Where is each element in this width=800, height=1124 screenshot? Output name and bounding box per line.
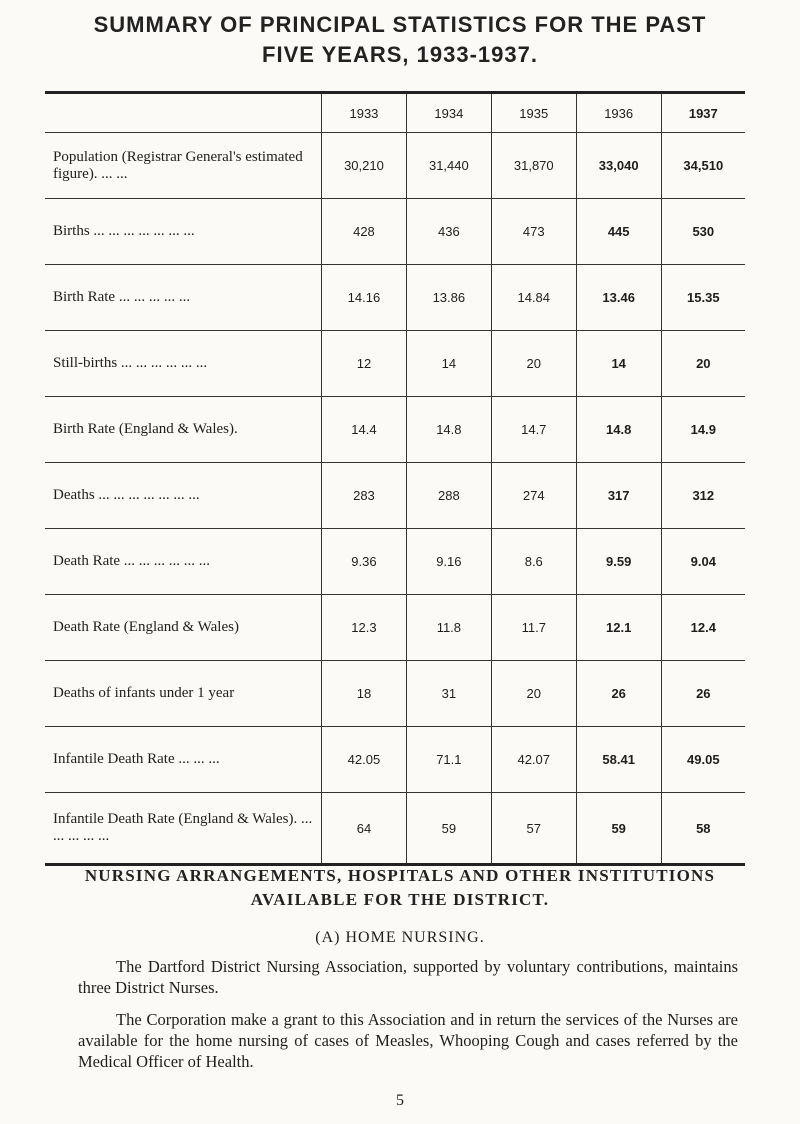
value-cell: 31 [406, 661, 491, 727]
value-cell: 49.05 [661, 727, 745, 793]
value-cell: 18 [322, 661, 407, 727]
value-cell: 283 [322, 463, 407, 529]
value-cell: 31,870 [491, 133, 576, 199]
value-cell: 26 [576, 661, 661, 727]
value-cell: 445 [576, 199, 661, 265]
value-cell: 274 [491, 463, 576, 529]
value-cell: 13.86 [406, 265, 491, 331]
value-cell: 31,440 [406, 133, 491, 199]
value-cell: 9.59 [576, 529, 661, 595]
section-heading-line-2: AVAILABLE FOR THE DISTRICT. [250, 890, 550, 909]
year-header: 1936 [576, 93, 661, 133]
value-cell: 11.7 [491, 595, 576, 661]
year-header: 1935 [491, 93, 576, 133]
row-label: Infantile Death Rate (England & Wales). ... ... ... ... ... [45, 793, 322, 865]
table-row [45, 265, 745, 331]
row-label: Still-births ... ... ... ... ... ... [45, 331, 322, 397]
value-cell: 12.1 [576, 595, 661, 661]
table-row [45, 793, 745, 865]
value-cell: 14.8 [576, 397, 661, 463]
value-cell: 9.16 [406, 529, 491, 595]
value-cell: 9.04 [661, 529, 745, 595]
row-label: Birth Rate (England & Wales). [45, 397, 322, 463]
year-header: 1933 [322, 93, 407, 133]
value-cell: 20 [661, 331, 745, 397]
value-cell: 14.8 [406, 397, 491, 463]
value-cell: 473 [491, 199, 576, 265]
table-header-row [45, 93, 745, 133]
table-row [45, 661, 745, 727]
value-cell: 13.46 [576, 265, 661, 331]
value-cell: 12.3 [322, 595, 407, 661]
value-cell: 30,210 [322, 133, 407, 199]
value-cell: 14.4 [322, 397, 407, 463]
value-cell: 64 [322, 793, 407, 865]
value-cell: 57 [491, 793, 576, 865]
value-cell: 59 [576, 793, 661, 865]
value-cell: 14.9 [661, 397, 745, 463]
value-cell: 428 [322, 199, 407, 265]
table-row [45, 529, 745, 595]
value-cell: 14.16 [322, 265, 407, 331]
row-label: Infantile Death Rate ... ... ... [45, 727, 322, 793]
value-cell: 14 [576, 331, 661, 397]
section-heading-line-1: NURSING ARRANGEMENTS, HOSPITALS AND OTHER INSTITUTIONS [84, 866, 716, 885]
value-cell: 317 [576, 463, 661, 529]
page-title-line-2: FIVE YEARS, 1933-1937. [262, 42, 538, 67]
table-row [45, 595, 745, 661]
value-cell: 20 [491, 331, 576, 397]
paragraph-1: The Dartford District Nursing Association, supported by voluntary contributions, maintains three District Nurses. [78, 957, 738, 997]
value-cell: 9.36 [322, 529, 407, 595]
value-cell: 42.05 [322, 727, 407, 793]
page-number: 5 [396, 1092, 404, 1109]
value-cell: 530 [661, 199, 745, 265]
subheading: (A) HOME NURSING. [315, 929, 485, 946]
table-row [45, 727, 745, 793]
table-row [45, 133, 745, 199]
value-cell: 20 [491, 661, 576, 727]
row-label: Birth Rate ... ... ... ... ... [45, 265, 322, 331]
table-row [45, 397, 745, 463]
row-label: Deaths ... ... ... ... ... ... ... [45, 463, 322, 529]
value-cell: 14.7 [491, 397, 576, 463]
row-label: Death Rate (England & Wales) [45, 595, 322, 661]
table-row [45, 199, 745, 265]
value-cell: 12 [322, 331, 407, 397]
value-cell: 8.6 [491, 529, 576, 595]
table-row [45, 331, 745, 397]
value-cell: 59 [406, 793, 491, 865]
value-cell: 12.4 [661, 595, 745, 661]
row-label: Death Rate ... ... ... ... ... ... [45, 529, 322, 595]
value-cell: 312 [661, 463, 745, 529]
year-header: 1934 [406, 93, 491, 133]
statistics-table [45, 91, 745, 866]
value-cell: 58.41 [576, 727, 661, 793]
value-cell: 26 [661, 661, 745, 727]
page-title-line-1: SUMMARY OF PRINCIPAL STATISTICS FOR THE PAST [93, 12, 707, 37]
value-cell: 14.84 [491, 265, 576, 331]
value-cell: 15.35 [661, 265, 745, 331]
value-cell: 11.8 [406, 595, 491, 661]
value-cell: 288 [406, 463, 491, 529]
header-label-cell [45, 93, 322, 133]
value-cell: 71.1 [406, 727, 491, 793]
value-cell: 58 [661, 793, 745, 865]
value-cell: 436 [406, 199, 491, 265]
paragraph-2: The Corporation make a grant to this Association and in return the services of the Nurses are available for the home nursing of cases of Measles, Whooping Cough and cases referred by the Medical Officer of Health. [78, 1010, 738, 1071]
table-row [45, 463, 745, 529]
value-cell: 42.07 [491, 727, 576, 793]
row-label: Deaths of infants under 1 year [45, 661, 322, 727]
value-cell: 14 [406, 331, 491, 397]
year-header: 1937 [661, 93, 745, 133]
row-label: Population (Registrar General's estimated figure). ... ... [45, 133, 322, 199]
row-label: Births ... ... ... ... ... ... ... [45, 199, 322, 265]
value-cell: 33,040 [576, 133, 661, 199]
value-cell: 34,510 [661, 133, 745, 199]
